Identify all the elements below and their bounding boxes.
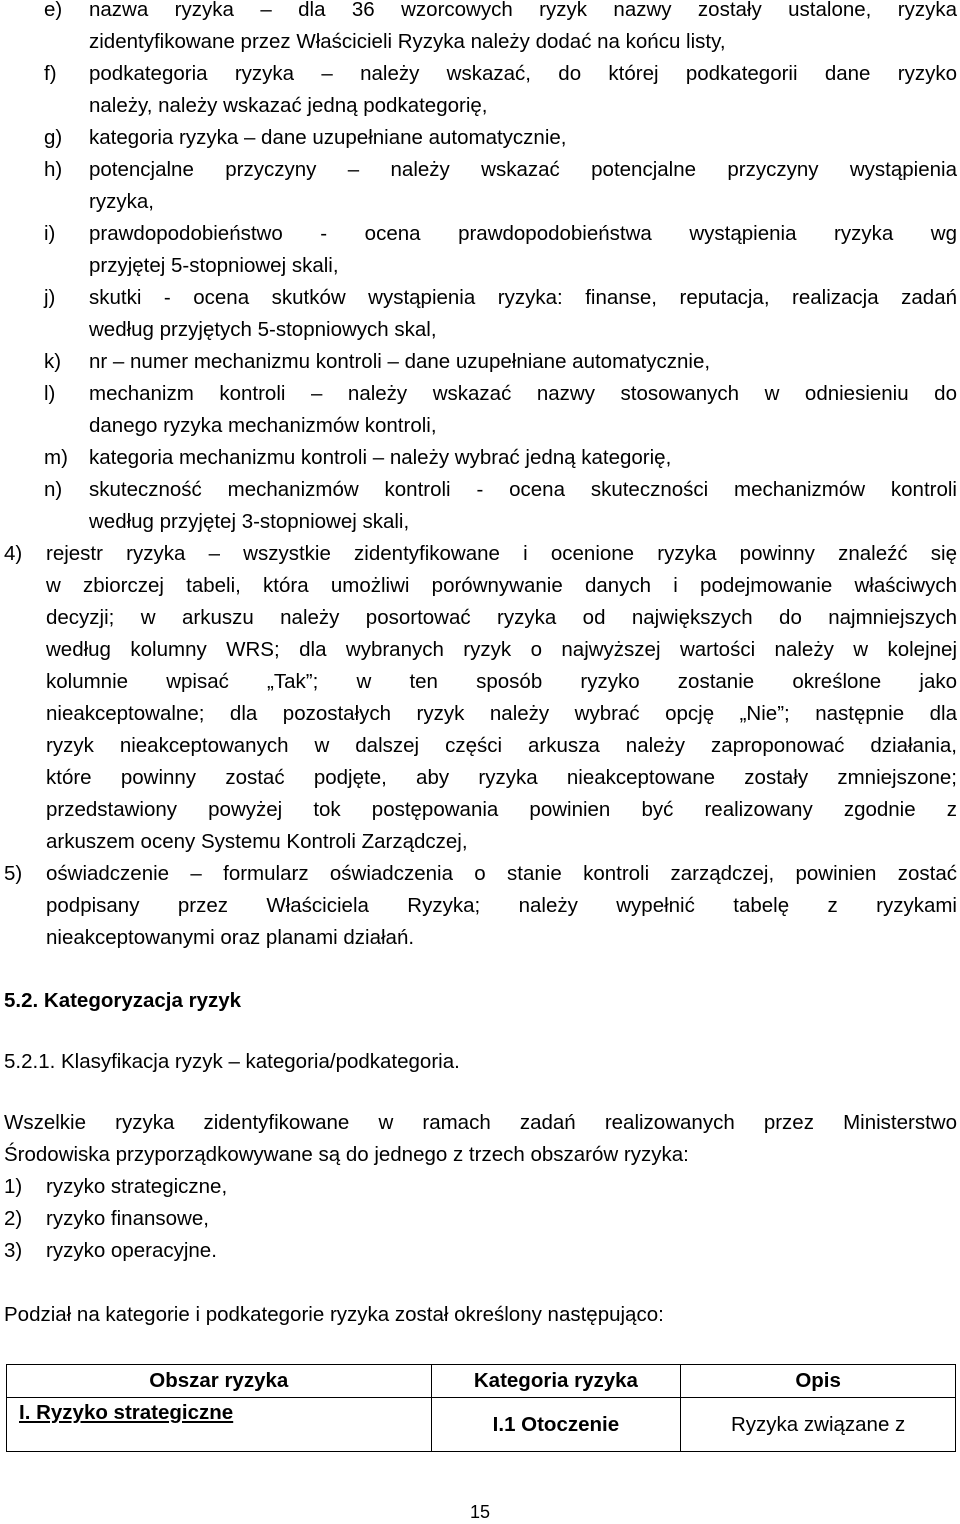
list-item-line: nr – numer mechanizmu kontroli – dane uzupełniane automatycznie, <box>89 350 711 373</box>
table-cell <box>431 1398 681 1452</box>
list-item-line: skuteczność mechanizmów kontroli - ocena skuteczności mechanizmów kontroli <box>89 478 957 501</box>
list-item-line: mechanizm kontroli – należy wskazać nazwy stosowanych w odniesieniu do <box>89 382 957 405</box>
list-marker: 4) <box>4 542 23 565</box>
table-intro: Podział na kategorie i podkategorie ryzyka został określony następująco: <box>4 1303 664 1326</box>
list-item <box>0 378 960 410</box>
list-item-line: według kolumny WRS; dla wybranych ryzyk o najwyższej wartości należy w kolejnej <box>46 638 957 661</box>
list-marker: f) <box>44 62 57 85</box>
list-marker: 5) <box>4 862 23 885</box>
list-item <box>0 1235 400 1267</box>
list-item-line: przyjętej 5-stopniowej skali, <box>89 254 339 277</box>
list-item-line: podpisany przez Właściciela Ryzyka; należy wypełnić tabelę z ryzykami <box>46 894 957 917</box>
list-item-line: kategoria mechanizmu kontroli – należy wybrać jedną kategorię, <box>89 446 672 469</box>
table-cell <box>681 1398 956 1452</box>
list-item-line: oświadczenie – formularz oświadczenia o stanie kontroli zarządczej, powinien zostać <box>46 862 957 885</box>
list-item-line: prawdopodobieństwo - ocena prawdopodobieństwa wystąpienia ryzyka wg <box>89 222 957 245</box>
list-marker: 1) <box>4 1175 23 1198</box>
list-item <box>0 538 960 570</box>
list-item-line: podkategoria ryzyka – należy wskazać, do której podkategorii dane ryzyko <box>89 62 957 85</box>
list-item-line: rejestr ryzyka – wszystkie zidentyfikowane i ocenione ryzyka powinny znaleźć się <box>46 542 957 565</box>
list-item-line: przedstawiony powyżej tok postępowania powinien być realizowany zgodnie z <box>46 798 957 821</box>
list-item-line: kategoria ryzyka – dane uzupełniane automatycznie, <box>89 126 567 149</box>
list-item-line: należy, należy wskazać jedną podkategorię, <box>89 94 488 117</box>
list-item-line: które powinny zostać podjęte, aby ryzyka nieakceptowane zostały zmniejszone; <box>46 766 957 789</box>
category-name: I.1 Otoczenie <box>492 1413 620 1436</box>
list-item-line: zidentyfikowane przez Właścicieli Ryzyka należy dodać na końcu listy, <box>89 30 726 53</box>
list-item <box>0 154 960 186</box>
table-header-cell: Opis <box>681 1365 956 1398</box>
list-item-line: ryzyk nieakceptowanych w dalszej części arkusza należy zaproponować działania, <box>46 734 957 757</box>
list-item-line: arkuszem oceny Systemu Kontroli Zarządczej, <box>46 830 468 853</box>
list-item-line: potencjalne przyczyny – należy wskazać potencjalne przyczyny wystąpienia <box>89 158 957 181</box>
list-item <box>0 858 960 890</box>
list-item <box>0 442 960 474</box>
list-item <box>0 1203 400 1235</box>
category-description: Ryzyka związane z <box>730 1413 906 1436</box>
list-item <box>0 58 960 90</box>
paragraph-line: Środowiska przyporządkowywane są do jednego z trzech obszarów ryzyka: <box>4 1143 689 1166</box>
list-marker: n) <box>44 478 63 501</box>
list-item <box>0 1171 400 1203</box>
section-heading: 5.2. Kategoryzacja ryzyk <box>4 989 242 1012</box>
list-item-text: ryzyko strategiczne, <box>46 1175 228 1198</box>
list-marker: 3) <box>4 1239 23 1262</box>
list-item-line: w zbiorczej tabeli, która umożliwi porównywanie danych i podejmowanie właściwych <box>46 574 957 597</box>
list-item-line: ryzyka, <box>89 190 154 213</box>
list-item-line: według przyjętych 5-stopniowych skal, <box>89 318 437 341</box>
area-name: I. Ryzyko strategiczne <box>19 1401 234 1424</box>
list-marker: e) <box>44 0 63 21</box>
list-marker: j) <box>44 286 56 309</box>
list-marker: l) <box>44 382 56 405</box>
table-header-row <box>7 1365 956 1398</box>
list-item <box>0 346 960 378</box>
category-table <box>6 1364 956 1452</box>
page-number: 15 <box>469 1502 491 1522</box>
list-item-line: decyzji; w arkuszu należy posortować ryzyka od największych do najmniejszych <box>46 606 957 629</box>
list-item-line: nieakceptowalne; dla pozostałych ryzyk należy wybrać opcję „Nie”; następnie dla <box>46 702 957 725</box>
list-item <box>0 122 960 154</box>
list-item-text: ryzyko finansowe, <box>46 1207 209 1230</box>
list-marker: i) <box>44 222 56 245</box>
table-cell <box>7 1398 432 1452</box>
table-header-cell: Obszar ryzyka <box>7 1365 432 1398</box>
list-item <box>0 282 960 314</box>
subsection-heading: 5.2.1. Klasyfikacja ryzyk – kategoria/podkategoria. <box>4 1050 460 1073</box>
list-item <box>0 474 960 506</box>
paragraph-line: Wszelkie ryzyka zidentyfikowane w ramach zadań realizowanych przez Ministerstwo <box>4 1111 957 1134</box>
list-marker: g) <box>44 126 63 149</box>
table-row <box>7 1398 956 1452</box>
list-item-line: danego ryzyka mechanizmów kontroli, <box>89 414 437 437</box>
list-item-line: kolumnie wpisać „Tak”; w ten sposób ryzyko zostanie określone jako <box>46 670 957 693</box>
list-item <box>0 218 960 250</box>
list-marker: m) <box>44 446 68 469</box>
list-marker: k) <box>44 350 62 373</box>
list-item-line: skutki - ocena skutków wystąpienia ryzyka: finanse, reputacja, realizacja zadań <box>89 286 957 309</box>
list-item-line: według przyjętej 3-stopniowej skali, <box>89 510 410 533</box>
list-marker: 2) <box>4 1207 23 1230</box>
list-item-line: nazwa ryzyka – dla 36 wzorcowych ryzyk nazwy zostały ustalone, ryzyka <box>89 0 957 21</box>
list-marker: h) <box>44 158 63 181</box>
list-item-line: nieakceptowanymi oraz planami działań. <box>46 926 415 949</box>
list-item <box>0 0 960 26</box>
list-item-text: ryzyko operacyjne. <box>46 1239 217 1262</box>
table-header-cell: Kategoria ryzyka <box>431 1365 681 1398</box>
